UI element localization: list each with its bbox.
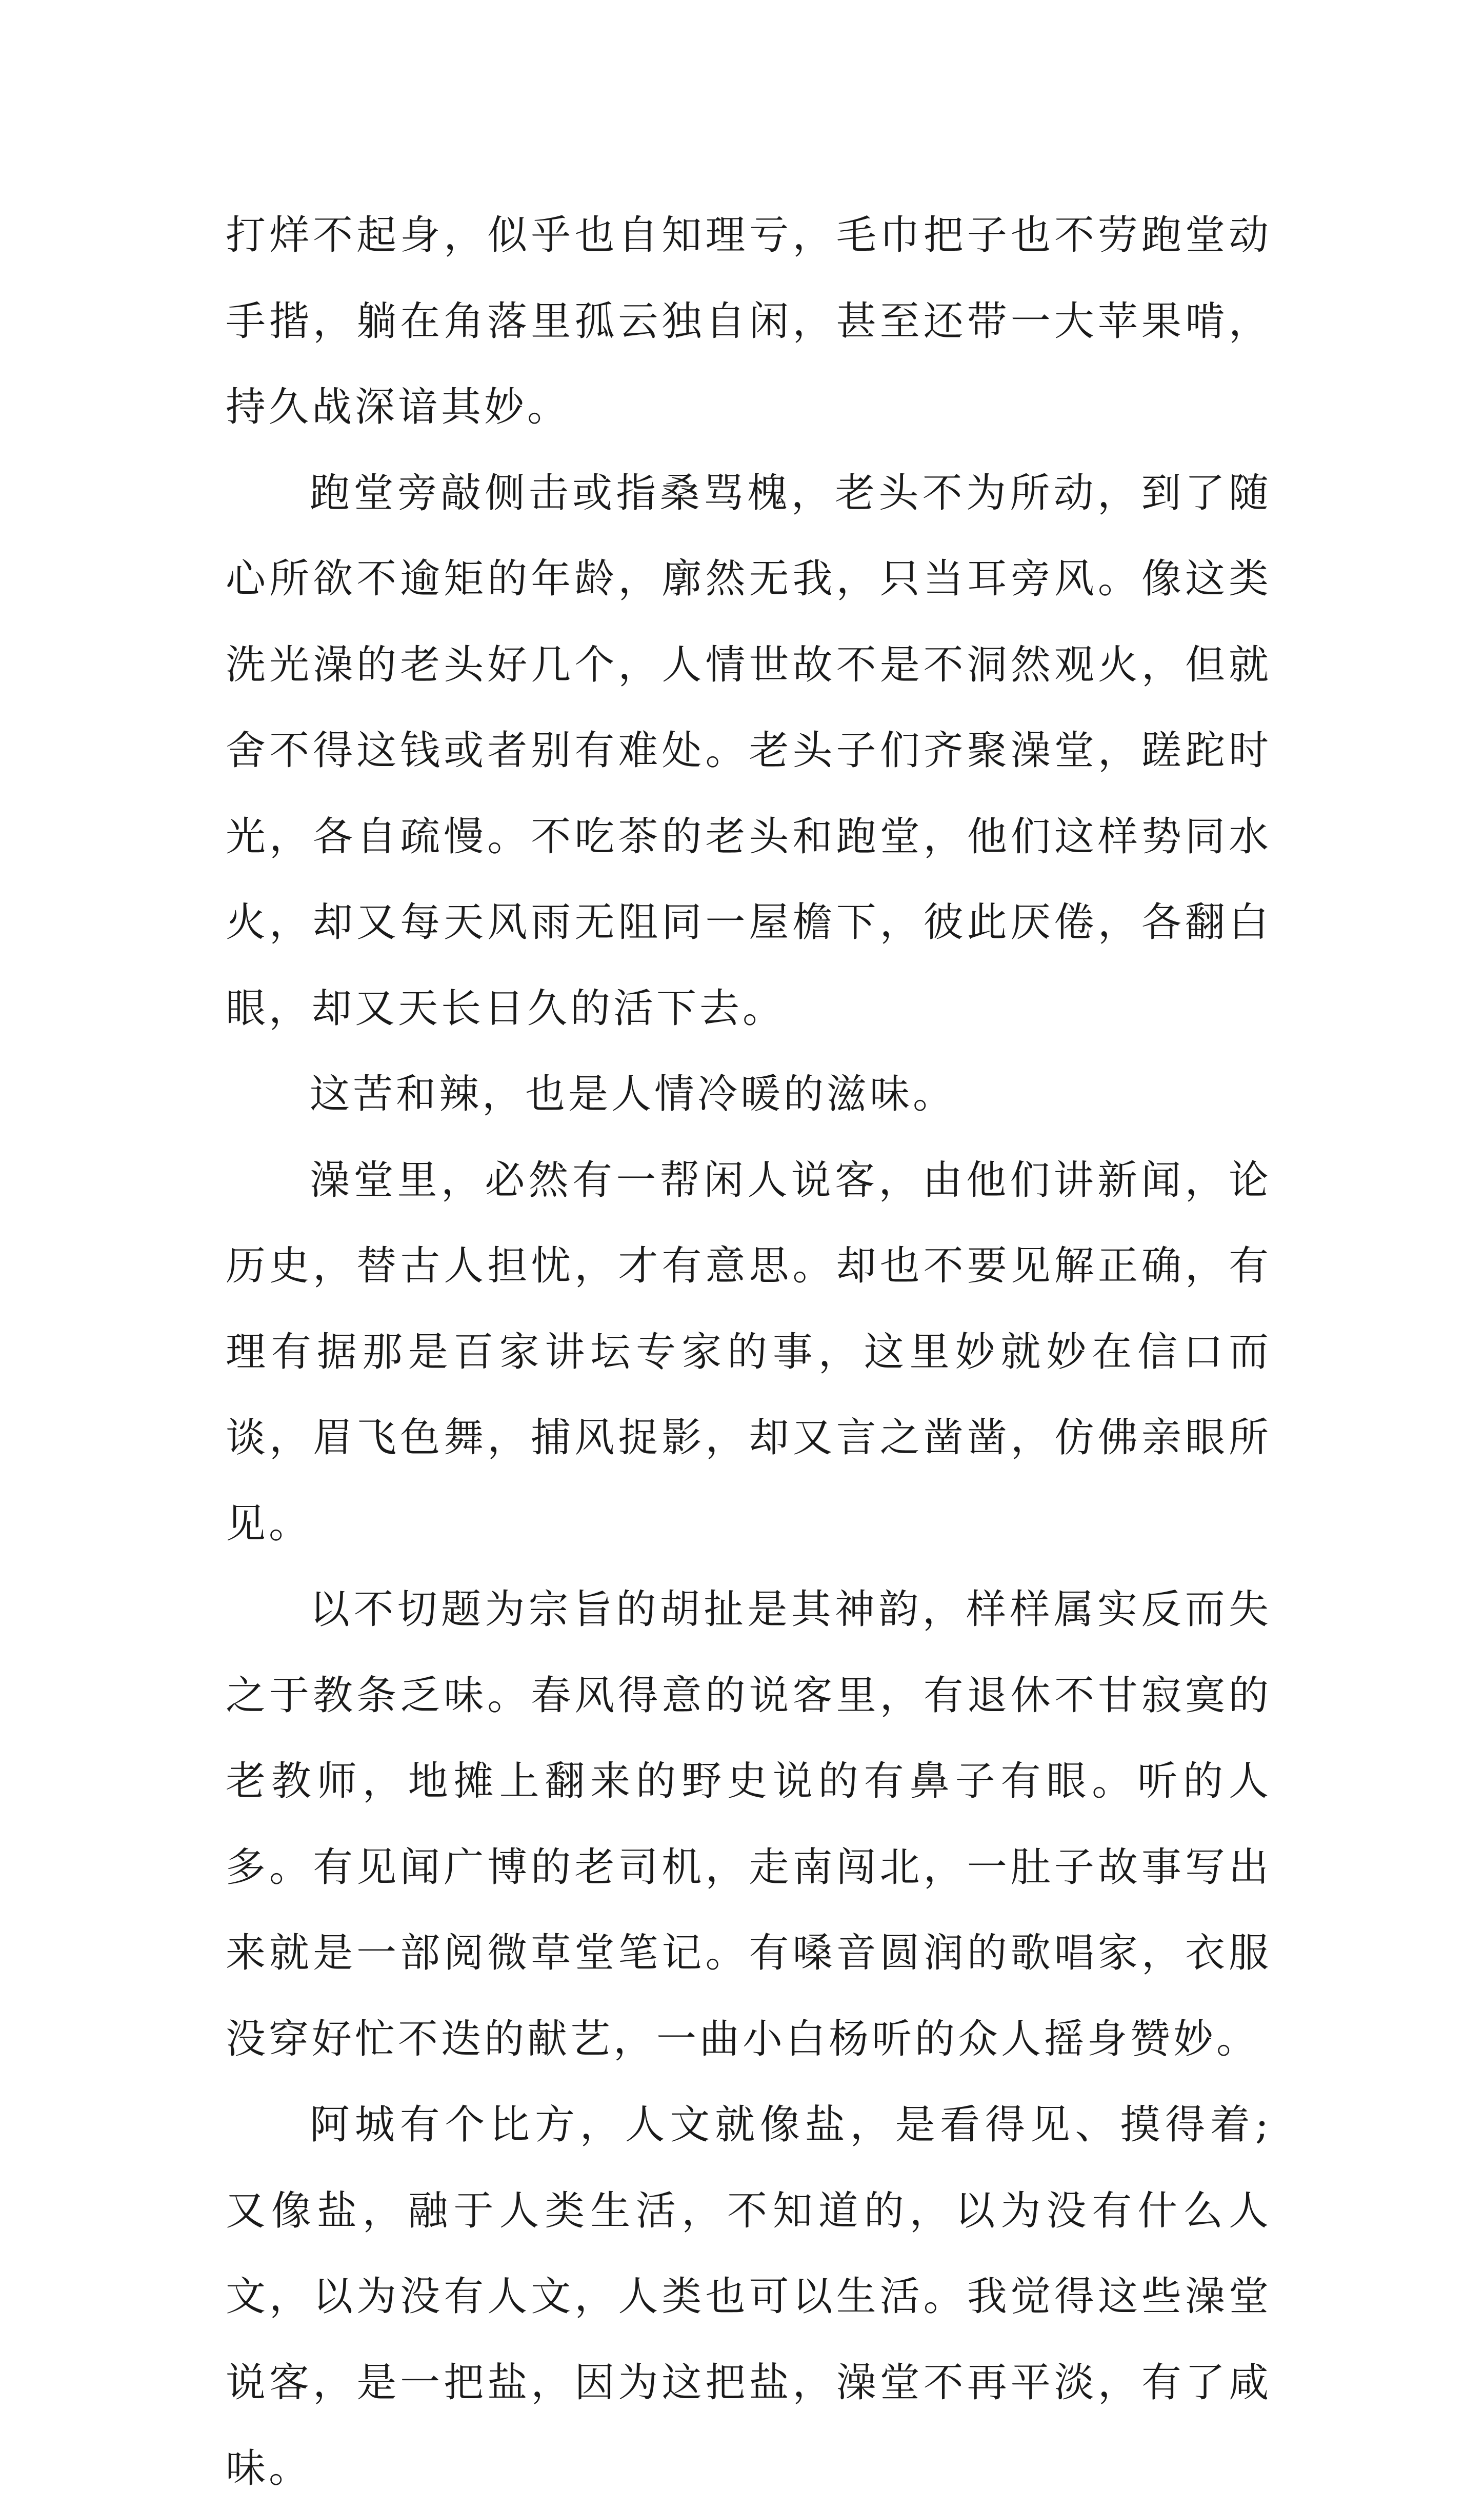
paragraph: 以不切题为宗旨的胡扯是其神韵，样样属实反而失之于教条乏味。春风得意的说客里，有退休不甘寂寞的老教师，地摊上翻来的野史说的有鼻子有眼。听的人多。有见闻广博的老司机，走南闯北，一肚子故事写出来就是一部阅微草堂笔记。有嗓音圆润的歌唱家，衣服没穿好忙不迭的献艺，一曲小白杨听的众人摇身赞妙。 bbox=[226, 1586, 1272, 2062]
paragraph: 打烊不起身，似乎也自知理亏，毛巾把子也不劳跑堂动手揩，躺在角落里孤云独自闲，甚至还带一大苹果啃，持久战深谙其妙。 bbox=[226, 212, 1272, 430]
body-text bbox=[226, 193, 1272, 2512]
paragraph: 这苦和辣，也是人情冷暖的滋味。 bbox=[310, 1071, 956, 1117]
paragraph: 阿城有个比方，人文就像盐，是看得见、摸得着;又像盐，融于人类生活，不知道的，以为没有什么人文，以为没有人文，人类也可以生活。我觉得这些澡堂说客，是一把盐，因为这把盐，澡堂不再平淡，有了咸味。 bbox=[226, 2102, 1272, 2491]
paragraph: 跑堂旁敲侧击或指桑骂槐，老头不为所动，到了随心所欲不逾矩的年龄，廓然无我，只当耳旁风。像这类洗光澡的老头好几个，人情世故不是不洞然观火，但就舍不得这钱或者别有难处。老头子们齐聚澡堂，蹉跎时光，各自疏慢。不吃茶的老头和跑堂，他们这样势同水火，却又每天风雨无阻同一屋檐下，彼此厌倦，各翻白眼，却又天长日久的活下去。 bbox=[226, 470, 1272, 1032]
paragraph: 澡堂里，必然有一帮闲人说客，由他们讲新闻，论历史，替古人担忧，才有意思。却也不要见解正确，有理有据那是百家讲坛专家的事，这里妙就妙在信口而谈，眉飞色舞，捕风捉影，却又言之凿凿，仿佛亲眼所见。 bbox=[226, 1157, 1272, 1547]
